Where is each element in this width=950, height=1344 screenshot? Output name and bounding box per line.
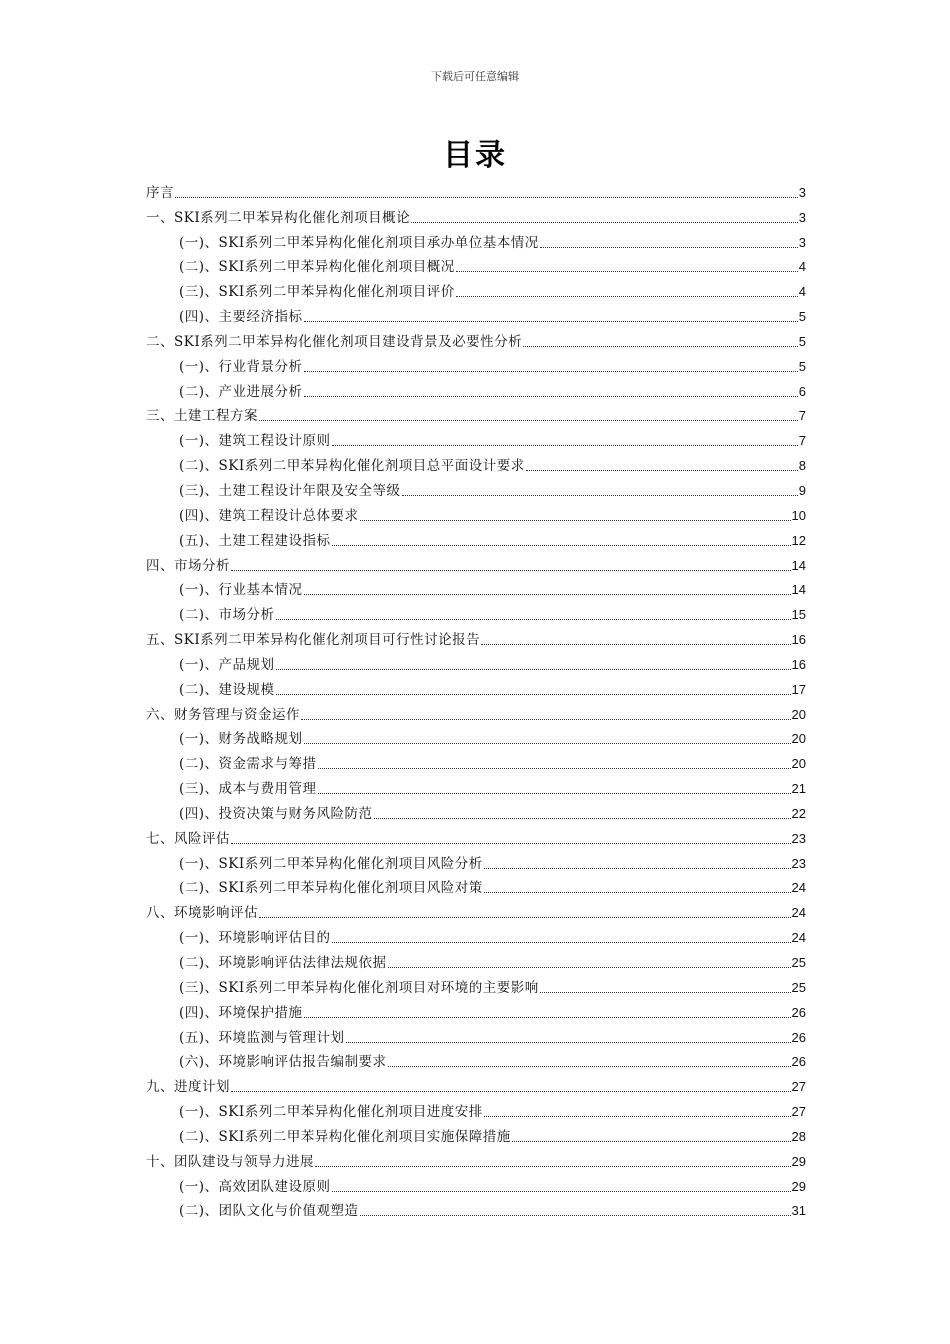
toc-entry-page: 24 [791,930,806,946]
toc-dot-leader [231,827,791,844]
toc-entry-label: (二)、SKI系列二甲苯异构化催化剂项目风险对策 [179,880,483,897]
toc-entry-label: 八、环境影响评估 [146,905,258,922]
toc-entry-page: 25 [791,979,806,995]
toc-entry-label: (二)、市场分析 [179,607,275,624]
toc-entry-label: 一、SKI系列二甲苯异构化催化剂项目概论 [146,209,411,226]
toc-dot-leader [332,926,791,943]
toc-entry-label: 七、风险评估 [146,830,230,847]
toc-entry[interactable] [146,1070,806,1095]
toc-entry-label: (一)、建筑工程设计原则 [179,433,331,450]
toc-dot-leader [402,479,798,496]
toc-entry-page: 5 [798,358,806,374]
toc-entry-label: (三)、SKI系列二甲苯异构化催化剂项目对环境的主要影响 [179,979,539,996]
toc-entry-label: 三、土建工程方案 [146,408,258,425]
toc-dot-leader [304,578,791,595]
toc-entry-page: 26 [791,1004,806,1020]
toc-dot-leader [523,330,798,347]
toc-entry-page: 7 [798,433,806,449]
toc-entry-page: 22 [791,805,806,821]
toc-dot-leader [526,454,798,471]
toc-entry-label: (二)、建设规模 [179,681,275,698]
toc-dot-leader [411,206,798,223]
toc-entry[interactable] [146,524,806,549]
toc-entry[interactable] [146,971,806,996]
toc-entry[interactable] [146,648,806,673]
toc-entry-label: (二)、SKI系列二甲苯异构化催化剂项目总平面设计要求 [179,458,525,475]
toc-entry[interactable] [146,921,806,946]
toc-entry[interactable] [146,1046,806,1071]
toc-entry-label: (四)、主要经济指标 [179,309,303,326]
toc-dot-leader [512,1125,791,1142]
toc-entry-label: (六)、环境影响评估报告编制要求 [179,1054,387,1071]
toc-entry-page: 26 [791,1029,806,1045]
toc-entry-page: 4 [798,284,806,300]
toc-entry-page: 3 [798,234,806,250]
toc-entry-page: 16 [791,632,806,648]
toc-entry-page: 3 [798,209,806,225]
toc-entry[interactable] [146,1195,806,1220]
toc-entry-page: 8 [798,458,806,474]
toc-entry[interactable] [146,251,806,276]
toc-entry[interactable] [146,1095,806,1120]
toc-entry-label: (四)、环境保护措施 [179,1004,303,1021]
toc-dot-leader [484,1100,791,1117]
toc-dot-leader [301,703,791,720]
toc-entry[interactable] [146,1170,806,1195]
toc-entry-label: (一)、财务战略规划 [179,731,303,748]
toc-dot-leader [456,255,798,272]
toc-dot-leader [231,554,791,571]
toc-entry-page: 12 [791,532,806,548]
toc-entry[interactable] [146,598,806,623]
toc-entry[interactable] [146,424,806,449]
toc-entry[interactable] [146,822,806,847]
toc-entry-label: (四)、投资决策与财务风险防范 [179,805,373,822]
toc-entry-label: 五、SKI系列二甲苯异构化催化剂项目可行性讨论报告 [146,632,481,649]
toc-entry-label: (二)、SKI系列二甲苯异构化催化剂项目概况 [179,259,455,276]
toc-entry-label: (三)、成本与费用管理 [179,781,317,798]
toc-entry[interactable] [146,623,806,648]
toc-entry[interactable] [146,176,806,201]
toc-entry-page: 23 [791,855,806,871]
toc-entry[interactable] [146,325,806,350]
toc-entry-page: 25 [791,955,806,970]
toc-dot-leader [346,1026,791,1043]
toc-entry-label: 四、市场分析 [146,557,230,574]
toc-entry-label: (一)、行业背景分析 [179,358,303,375]
toc-entry[interactable] [146,226,806,251]
toc-entry[interactable] [146,400,806,425]
toc-entry-label: (二)、产业进展分析 [179,383,303,400]
toc-dot-leader [259,404,798,421]
toc-dot-leader [315,1150,791,1167]
toc-entry-label: 十、团队建设与领导力进展 [146,1153,314,1170]
toc-entry[interactable] [146,549,806,574]
toc-entry-page: 20 [791,731,806,747]
toc-entry-page: 3 [798,184,806,200]
toc-dot-leader [481,628,790,645]
toc-entry-page: 29 [791,1153,806,1169]
toc-entry-page: 20 [791,756,806,772]
table-of-contents [146,176,806,1219]
toc-entry-label: (一)、SKI系列二甲苯异构化催化剂项目风险分析 [179,855,483,872]
toc-entry[interactable] [146,499,806,524]
toc-entry-label: (二)、资金需求与筹措 [179,756,317,773]
toc-dot-leader [231,1075,791,1092]
toc-dot-leader [540,231,798,248]
toc-entry-label: (一)、SKI系列二甲苯异构化催化剂项目进度安排 [179,1104,483,1121]
toc-entry-page: 26 [791,1054,806,1070]
toc-entry[interactable] [146,996,806,1021]
toc-entry-page: 23 [791,830,806,846]
toc-dot-leader [304,305,798,322]
toc-entry-page: 28 [791,1128,806,1144]
toc-entry[interactable] [146,698,806,723]
toc-entry-page: 6 [798,383,806,399]
header-note: 下载后可任意编辑 [431,70,519,83]
toc-entry-page: 29 [791,1178,806,1194]
toc-entry[interactable] [146,1120,806,1145]
toc-entry[interactable] [146,474,806,499]
toc-entry-page: 5 [798,309,806,325]
toc-dot-leader [484,876,791,893]
toc-dot-leader [360,504,791,521]
toc-dot-leader [484,852,791,869]
toc-entry[interactable] [146,847,806,872]
toc-entry-label: (二)、SKI系列二甲苯异构化催化剂项目实施保障措施 [179,1128,511,1145]
toc-dot-leader [276,603,791,620]
toc-entry-page: 20 [791,706,806,722]
toc-entry-label: 二、SKI系列二甲苯异构化催化剂项目建设背景及必要性分析 [146,333,523,350]
toc-entry-page: 9 [798,482,806,498]
toc-entry-label: (五)、环境监测与管理计划 [179,1029,345,1046]
toc-entry[interactable] [146,896,806,921]
toc-entry-label: (五)、土建工程建设指标 [179,532,331,549]
toc-dot-leader [332,429,798,446]
toc-entry-label: (一)、环境影响评估目的 [179,930,331,947]
toc-entry-label: (三)、土建工程设计年限及安全等级 [179,482,401,499]
page-title: 目录 [443,138,507,173]
toc-dot-leader [360,1199,791,1216]
toc-entry[interactable] [146,723,806,748]
toc-dot-leader [304,727,791,744]
toc-entry[interactable] [146,300,806,325]
toc-entry[interactable] [146,449,806,474]
toc-entry-page: 5 [798,333,806,349]
toc-entry[interactable] [146,797,806,822]
toc-entry[interactable] [146,1145,806,1170]
toc-entry-label: (三)、SKI系列二甲苯异构化催化剂项目评价 [179,284,455,301]
toc-dot-leader [388,1050,791,1067]
toc-entry-label: (一)、SKI系列二甲苯异构化催化剂项目承办单位基本情况 [179,234,539,251]
toc-dot-leader [276,678,791,695]
toc-entry-page: 10 [791,507,806,523]
toc-dot-leader [276,653,791,670]
toc-entry[interactable] [146,1021,806,1046]
toc-entry-page: 16 [791,656,806,672]
toc-entry-page: 31 [791,1203,806,1219]
toc-entry-label: 六、财务管理与资金运作 [146,706,300,723]
toc-entry-page: 7 [798,408,806,424]
toc-entry[interactable] [146,275,806,300]
toc-entry-page: 14 [791,582,806,598]
toc-entry-label: (二)、环境影响评估法律法规依据 [179,955,387,971]
toc-dot-leader [304,1001,791,1018]
toc-entry[interactable] [146,772,806,797]
toc-entry-label: (二)、团队文化与价值观塑造 [179,1203,359,1220]
toc-entry[interactable] [146,201,806,226]
toc-dot-leader [318,777,791,794]
toc-entry[interactable] [146,946,806,971]
toc-entry-page: 15 [791,607,806,623]
toc-entry-page: 14 [791,557,806,573]
toc-entry-label: 九、进度计划 [146,1079,230,1096]
toc-entry-label: (一)、高效团队建设原则 [179,1178,331,1195]
toc-dot-leader [332,529,791,546]
toc-dot-leader [388,951,791,968]
toc-entry[interactable] [146,872,806,897]
toc-entry-page: 27 [791,1104,806,1120]
toc-entry[interactable] [146,375,806,400]
toc-entry-label: (一)、产品规划 [179,656,275,673]
toc-entry-page: 17 [791,681,806,697]
toc-entry[interactable] [146,574,806,599]
toc-dot-leader [318,752,791,769]
toc-entry-page: 24 [791,880,806,896]
toc-dot-leader [259,901,791,918]
toc-entry-label: (四)、建筑工程设计总体要求 [179,507,359,524]
toc-entry-page: 27 [791,1079,806,1095]
toc-dot-leader [332,1175,791,1192]
toc-dot-leader [175,181,798,198]
toc-entry-label: 序言 [146,184,174,201]
toc-dot-leader [304,355,798,372]
toc-entry-label: (一)、行业基本情况 [179,582,303,599]
toc-dot-leader [540,976,791,993]
toc-dot-leader [456,280,798,297]
toc-entry-page: 21 [791,781,806,797]
toc-entry[interactable] [146,747,806,772]
toc-dot-leader [374,802,791,819]
toc-entry[interactable] [146,673,806,698]
toc-entry[interactable] [146,350,806,375]
toc-dot-leader [304,380,798,397]
toc-entry-page: 24 [791,905,806,921]
toc-entry-page: 4 [798,259,806,275]
